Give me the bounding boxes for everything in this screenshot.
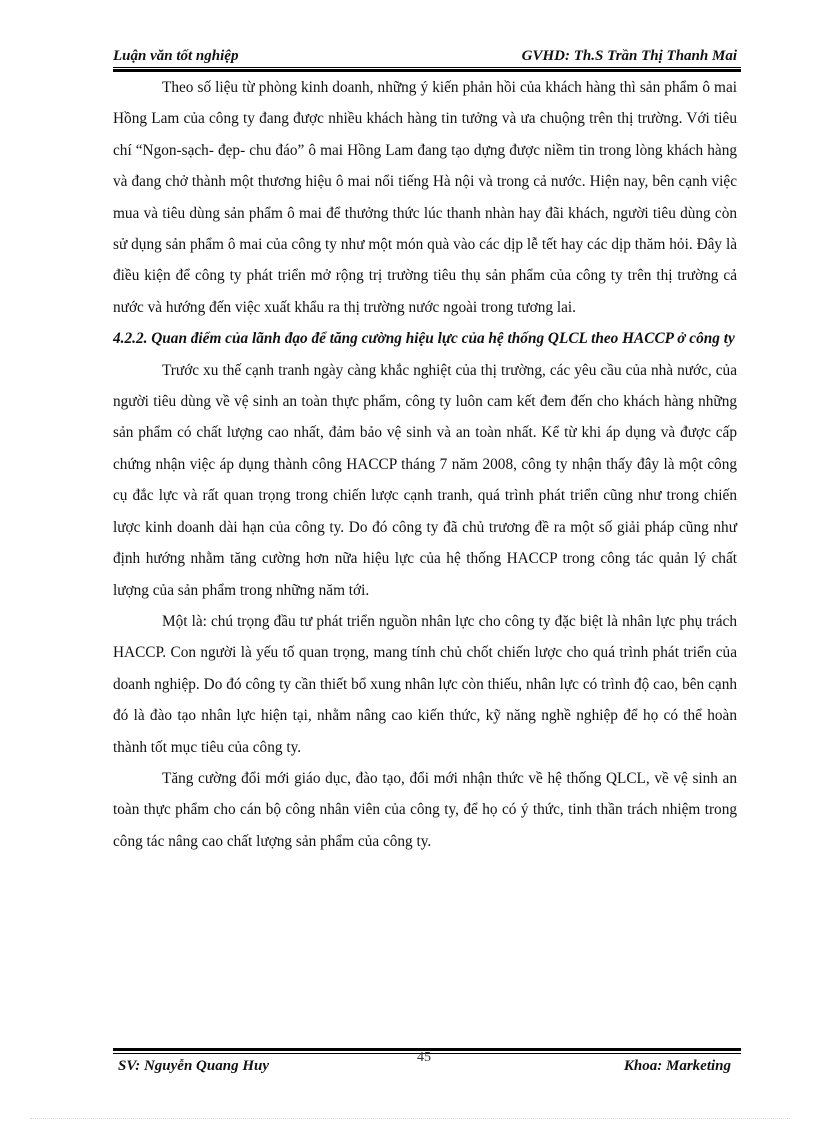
page-footer — [113, 1056, 737, 1078]
paragraph-market: Theo số liệu từ phòng kinh doanh, những ý kiến phản hồi của khách hàng thì sản phẩm ô mai Hồng Lam của công ty đang được nhiều khách hàng tin tưởng và ưa chuộng trên thị trường. Với tiêu chí “Ngon-sạch- đẹp- chu đáo” ô mai Hồng Lam đang tạo dựng được niềm tin trong lòng khách hàng và đang chở thành một thương hiệu ô mai nổi tiếng Hà nội và trong cả nước. Hiện nay, bên cạnh việc mua và tiêu dùng sản phẩm ô mai để thưởng thức lúc thanh nhàn hay đãi khách, người tiêu dùng còn sử dụng sản phẩm ô mai của công ty như một món quà vào các dịp lễ tết hay các dịp thăm hỏi. Đây là điều kiện để công ty phát triển mở rộng trị trường tiêu thụ sản phẩm của công ty trên thị trường cả nước và hướng đến việc xuất khẩu ra thị trường nước ngoài trong tương lai. — [113, 79, 737, 316]
paragraph-haccp-commitment: Trước xu thế cạnh tranh ngày càng khắc nghiệt của thị trường, các yêu cầu của nhà nước, của người tiêu dùng về vệ sinh an toàn thực phẩm, công ty luôn cam kết đem đến cho khách hàng những sản phẩm có chất lượng cao nhất, đảm bảo vệ sinh và an toàn nhất. Kể từ khi áp dụng và được cấp chứng nhận việc áp dụng thành công HACCP tháng 7 năm 2008, công ty nhận thấy đây là một công cụ đắc lực và rất quan trọng trong chiến lược cạnh tranh, quá trình phát triển cũng như trong chiến lược kinh doanh dài hạn của công ty. Do đó công ty đã chủ trương đề ra một số giải pháp cũng như định hướng nhằm tăng cường hơn nữa hiệu lực của hệ thống HACCP trong công tác quản lý chất lượng của sản phẩm trong những năm tới. — [113, 361, 737, 599]
footer-student: SV: Nguyễn Quang Huy — [118, 1058, 269, 1074]
paragraph-human-resources: Một là: chú trọng đầu tư phát triển nguồn nhân lực cho công ty đặc biệt là nhân lực phụ trách HACCP. Con người là yếu tố quan trọng, mang tính chủ chốt chiến lược cho quá trình phát triển của doanh nghiệp. Do đó công ty cần thiết bổ xung nhân lực còn thiếu, nhân lực có trình độ cao, bên cạnh đó là đào tạo nhân lực hiện tại, nhằm nâng cao kiến thức, kỹ năng nghề nghiệp để họ có thể hoàn thành tốt mục tiêu của công ty. — [113, 612, 737, 756]
header-rule-thin — [113, 67, 741, 68]
page-header — [113, 48, 737, 68]
header-advisor: GVHD: Th.S Trần Thị Thanh Mai — [521, 48, 737, 64]
page-number: 45 — [417, 1050, 431, 1065]
paragraph-training: Tăng cường đổi mới giáo dục, đào tạo, đổi mới nhận thức về hệ thống QLCL, về vệ sinh an toàn thực phẩm cho cán bộ công nhân viên của công ty, để họ có ý thức, tinh thần trách nhiệm trong công tác nâng cao chất lượng sản phẩm của công ty. — [113, 769, 737, 850]
page-edge-divider — [30, 1118, 790, 1119]
section-heading-4-2-2: 4.2.2. Quan điểm của lãnh đạo để tăng cường hiệu lực của hệ thống QLCL theo HACCP ở công ty — [113, 330, 735, 348]
footer-faculty: Khoa: Marketing — [623, 1058, 731, 1074]
body-text — [113, 72, 737, 857]
header-thesis-label: Luận văn tốt nghiệp — [113, 48, 239, 64]
